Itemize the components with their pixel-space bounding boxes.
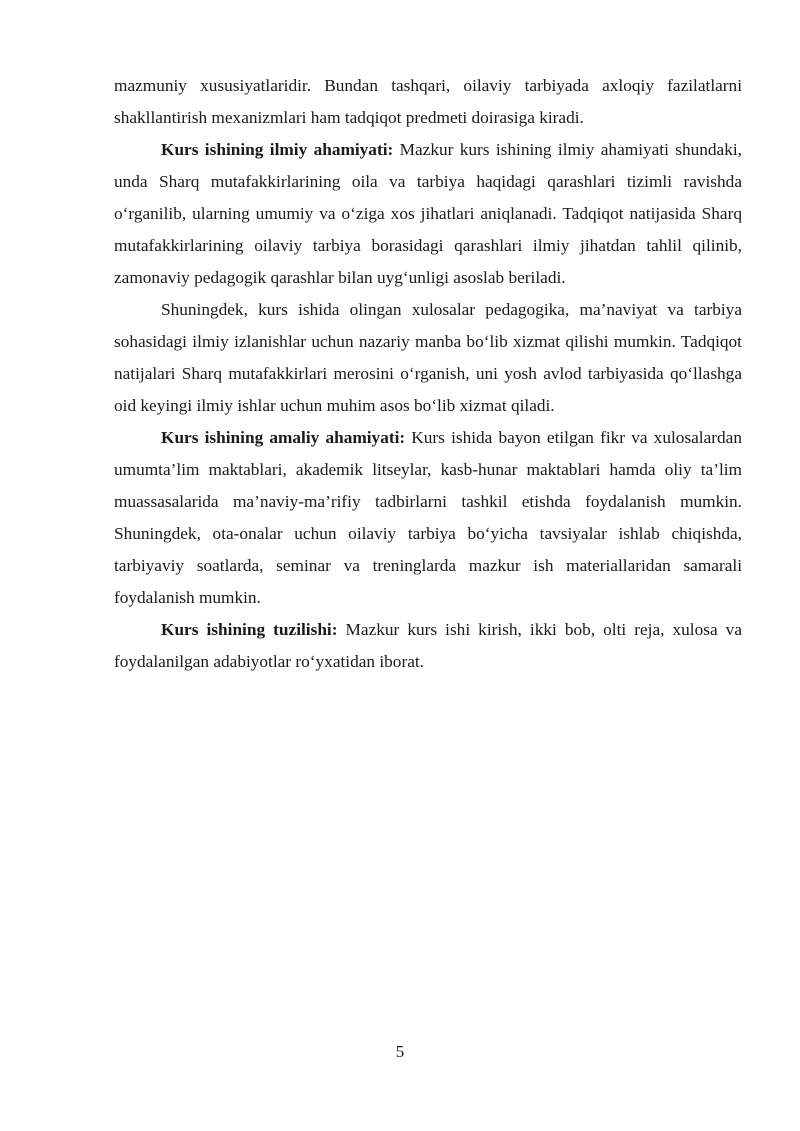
paragraph-text: mazmuniy xususiyatlaridir. Bundan tashqari, oilaviy tarbiyada axloqiy fazilatlarni shakllantirish mexanizmlari ham tadqiqot predmeti doirasiga kiradi. [114,76,742,127]
paragraph-structure [114,614,742,678]
paragraph-text: Shuningdek, kurs ishida olingan xulosalar pedagogika, ma’naviyat va tarbiya sohasidagi ilmiy izlanishlar uchun nazariy manba bo‘lib xizmat qilishi mumkin. Tadqiqot natijalari Sharq mutafakkirlari merosini o‘rganish, uni yosh avlod tarbiyasida qo‘llashga oid keyingi ilmiy ishlar uchun muhim asos bo‘lib xizmat qiladi. [114,300,742,415]
paragraph-text: Mazkur kurs ishi kirish, ikki bob, olti reja, xulosa va foydalanilgan adabiyotlar ro‘yxatidan iborat. [114,620,742,671]
paragraph-continuation [114,70,742,134]
paragraph-heading: Kurs ishining amaliy ahamiyati: [161,428,406,447]
paragraph-scientific-significance [114,134,742,294]
paragraph-conclusions [114,294,742,422]
page-number: 5 [395,1042,405,1061]
paragraph-text: Kurs ishida bayon etilgan fikr va xulosalardan umumta’lim maktablari, akademik litseylar, kasb-hunar maktablari hamda oliy ta’lim muassasalarida ma’naviy-ma’rifiy tadbirlarni tashkil etishda foydalanish mumkin. Shuningdek, ota-onalar uchun oilaviy tarbiya bo‘yicha tavsiyalar ishlab chiqishda, tarbiyaviy soatlarda, seminar va treninglarda mazkur ish materiallaridan samarali foydalanish mumkin. [114,428,742,607]
paragraph-text: Mazkur kurs ishining ilmiy ahamiyati shundaki, unda Sharq mutafakkirlarining oila va tarbiya haqidagi qarashlari tizimli ravishda o‘rganilib, ularning umumiy va o‘ziga xos jihatlari aniqlanadi. Tadqiqot natijasida Sharq mutafakkirlarining oilaviy tarbiya borasidagi qarashlari ilmiy jihatdan tahlil qilinib, zamonaviy pedagogik qarashlar bilan uyg‘unligi asoslab beriladi. [114,140,742,287]
paragraph-heading: Kurs ishining tuzilishi: [161,620,338,639]
paragraph-practical-significance [114,422,742,614]
paragraph-heading: Kurs ishining ilmiy ahamiyati: [161,140,394,159]
page-body [114,70,742,678]
